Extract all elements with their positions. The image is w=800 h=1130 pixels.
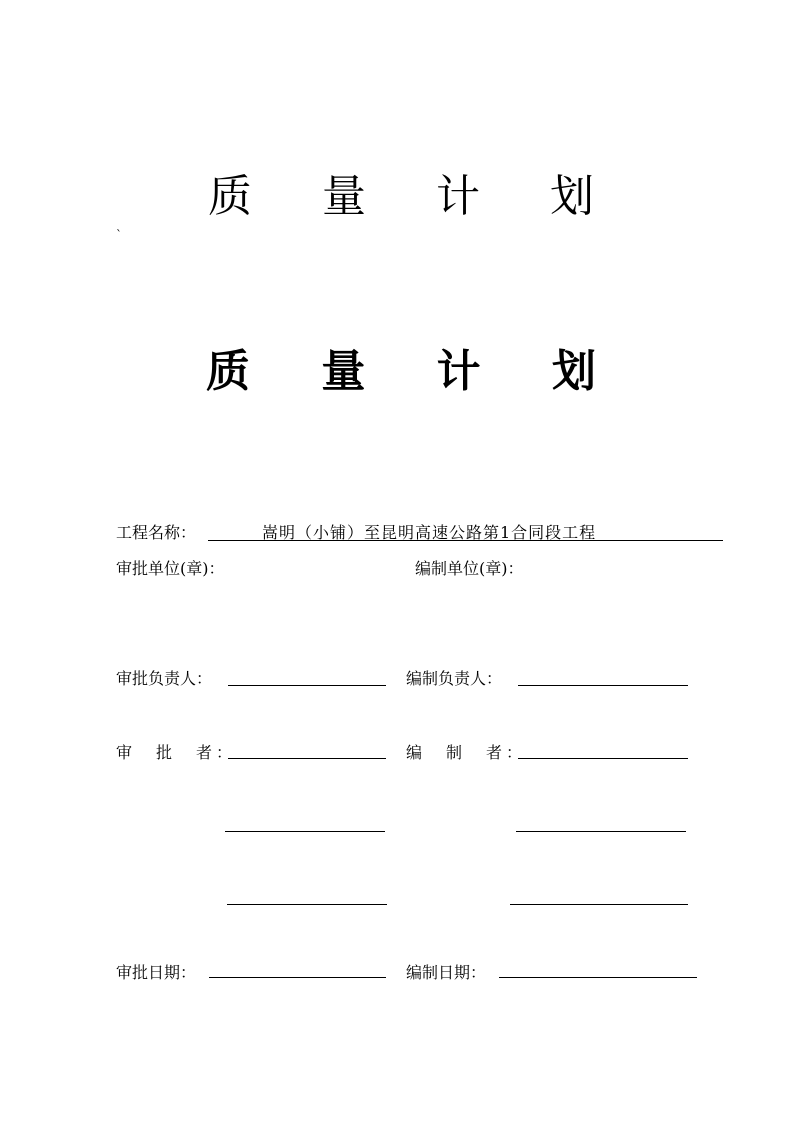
- approver-field-3[interactable]: [227, 904, 387, 905]
- compiler-label: 编 制 者：: [406, 743, 527, 762]
- compile-leader-label: 编制负责人：: [406, 669, 503, 688]
- approver-field-1[interactable]: [228, 758, 386, 759]
- approver-field-2[interactable]: [225, 831, 385, 832]
- approve-leader-label: 审批负责人：: [116, 669, 213, 688]
- approve-date-label: 审批日期：: [116, 963, 197, 982]
- document-title: 质 量 计 划: [208, 171, 622, 222]
- document-subtitle: 质 量 计 划: [206, 346, 624, 397]
- approve-leader-field[interactable]: [228, 685, 386, 686]
- stray-mark: `: [116, 228, 122, 242]
- approver-label: 审 批 者：: [116, 743, 237, 762]
- compiler-field-3[interactable]: [510, 904, 688, 905]
- project-name-value: 嵩明（小铺）至昆明高速公路第1合同段工程: [262, 523, 597, 542]
- project-name-label: 工程名称：: [116, 523, 197, 542]
- compile-date-label: 编制日期：: [406, 963, 487, 982]
- compile-leader-field[interactable]: [518, 685, 688, 686]
- compile-unit-label: 编制单位(章)：: [415, 559, 524, 578]
- compile-date-field[interactable]: [499, 977, 697, 978]
- approve-unit-label: 审批单位(章)：: [116, 559, 225, 578]
- compiler-field-2[interactable]: [516, 831, 686, 832]
- compiler-field-1[interactable]: [518, 758, 688, 759]
- approve-date-field[interactable]: [209, 977, 386, 978]
